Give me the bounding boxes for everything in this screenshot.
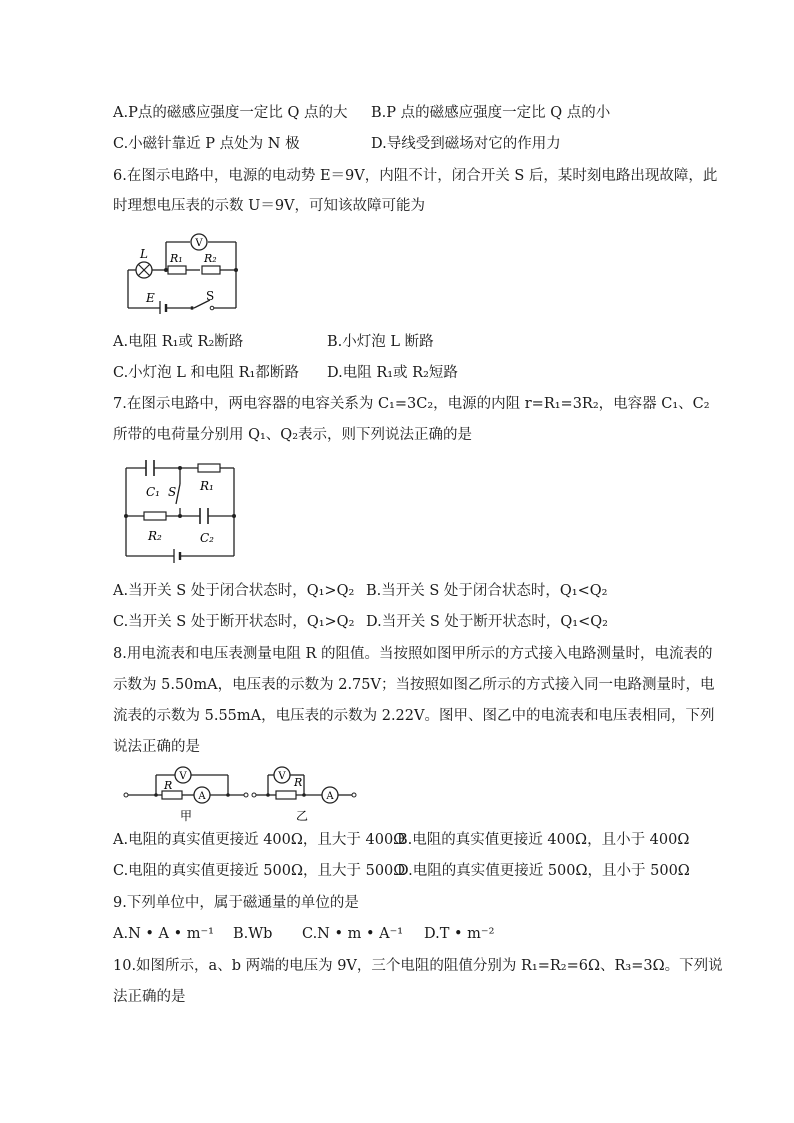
q7-option-c: C.当开关 S 处于断开状态时，Q₁>Q₂: [113, 614, 355, 630]
svg-text:R: R: [164, 779, 173, 792]
q10-stem-line2: 法正确的是: [113, 989, 186, 1005]
q8-stem-line4: 说法正确的是: [113, 739, 200, 755]
q6-option-b: B.小灯泡 L 断路: [327, 334, 434, 350]
r2-label: R₂: [204, 252, 217, 265]
resistor-r: [162, 791, 182, 799]
switch-label: S: [168, 485, 177, 499]
svg-text:V: V: [195, 238, 203, 249]
q5-option-b: B.P 点的磁感应强度一定比 Q 点的小: [371, 105, 611, 121]
r2-resistor: [144, 512, 166, 520]
q6-option-c: C.小灯泡 L 和电阻 R₁都断路: [113, 365, 299, 381]
resistor-r: [276, 791, 296, 799]
q7-circuit-figure: [116, 456, 240, 568]
capacitor-c2: [200, 508, 208, 524]
q9-option-d: D.T • m⁻²: [424, 926, 495, 942]
svg-text:A: A: [326, 791, 334, 802]
q5-option-a: A.P点的磁感应强度一定比 Q 点的大: [113, 105, 348, 121]
q8-stem-line1: 8.用电流表和电压表测量电阻 R 的阻值。当按照如图甲所示的方式接入电路测量时，电流表的: [113, 646, 713, 662]
capacitor-c1: [146, 460, 154, 476]
r1-resistor: [168, 266, 186, 274]
q8-option-d: D.电阻的真实值更接近 500Ω，且小于 500Ω: [397, 863, 690, 879]
figure-jia-label: 甲: [180, 809, 193, 823]
svg-text:R: R: [294, 776, 303, 789]
figure-yi-label: 乙: [296, 809, 309, 823]
q5-option-d: D.导线受到磁场对它的作用力: [371, 136, 561, 152]
q7-option-d: D.当开关 S 处于断开状态时，Q₁<Q₂: [366, 614, 608, 630]
q6-circuit-figure: [118, 228, 254, 314]
q8-option-b: B.电阻的真实值更接近 400Ω，且小于 400Ω: [397, 832, 690, 848]
q8-circuit-figure: [118, 762, 358, 826]
r2-label: R₂: [148, 529, 162, 543]
q5-option-c: C.小磁针靠近 P 点处为 N 极: [113, 136, 300, 152]
q8-option-a: A.电阻的真实值更接近 400Ω，且大于 400Ω: [113, 832, 406, 848]
q9-option-b: B.Wb: [233, 926, 273, 942]
c2-label: C₂: [200, 531, 214, 545]
voltmeter-symbol: [191, 234, 207, 250]
svg-text:A: A: [198, 791, 206, 802]
q10-stem-line1: 10.如图所示，a、b 两端的电压为 9V，三个电阻的阻值分别为 R₁=R₂=6Ω、R₃=3Ω。下列说: [113, 958, 723, 974]
q8-stem-line2: 示数为 5.50mA，电压表的示数为 2.75V；当按照如图乙所示的方式接入同一电路测量时，电: [113, 677, 715, 693]
lamp-symbol: [136, 262, 152, 278]
q6-stem-line1: 6.在图示电路中，电源的电动势 E＝9V，内阻不计，闭合开关 S 后，某时刻电路出现故障，此: [113, 168, 718, 184]
svg-text:V: V: [179, 771, 187, 782]
q6-stem-line2: 时理想电压表的示数 U＝9V，可知该故障可能为: [113, 198, 426, 214]
q7-stem-line2: 所带的电荷量分别用 Q₁、Q₂表示，则下列说法正确的是: [113, 427, 473, 443]
q7-option-a: A.当开关 S 处于闭合状态时，Q₁>Q₂: [113, 583, 355, 599]
figure-jia: [124, 767, 248, 823]
switch-contact: [190, 306, 194, 310]
q6-option-a: A.电阻 R₁或 R₂断路: [113, 334, 244, 350]
q8-stem-line3: 流表的示数为 5.55mA，电压表的示数为 2.22V。图甲、图乙中的电流表和电压表相同，下列: [113, 708, 715, 724]
svg-text:V: V: [278, 771, 286, 782]
lamp-label: L: [140, 247, 148, 261]
r1-resistor: [198, 464, 220, 472]
q9-stem: 9.下列单位中，属于磁通量的单位的是: [113, 895, 359, 911]
q9-option-a: A.N • A • m⁻¹: [113, 926, 214, 942]
c1-label: C₁: [146, 485, 160, 499]
switch-label: S: [206, 289, 215, 303]
q7-option-b: B.当开关 S 处于闭合状态时，Q₁<Q₂: [366, 583, 608, 599]
r1-label: R₁: [170, 252, 183, 265]
q6-option-d: D.电阻 R₁或 R₂短路: [327, 365, 458, 381]
q9-option-c: C.N • m • A⁻¹: [302, 926, 404, 942]
switch-contact: [210, 306, 214, 310]
r1-label: R₁: [200, 479, 214, 493]
battery-symbol: [174, 549, 180, 563]
figure-yi: [252, 767, 356, 823]
r2-resistor: [202, 266, 220, 274]
q7-stem-line1: 7.在图示电路中，两电容器的电容关系为 C₁=3C₂，电源的内阻 r=R₁=3R₂，电容器 C₁、C₂: [113, 396, 710, 412]
emf-label: E: [146, 291, 155, 305]
battery-symbol: [160, 301, 166, 314]
q8-option-c: C.电阻的真实值更接近 500Ω，且大于 500Ω: [113, 863, 406, 879]
